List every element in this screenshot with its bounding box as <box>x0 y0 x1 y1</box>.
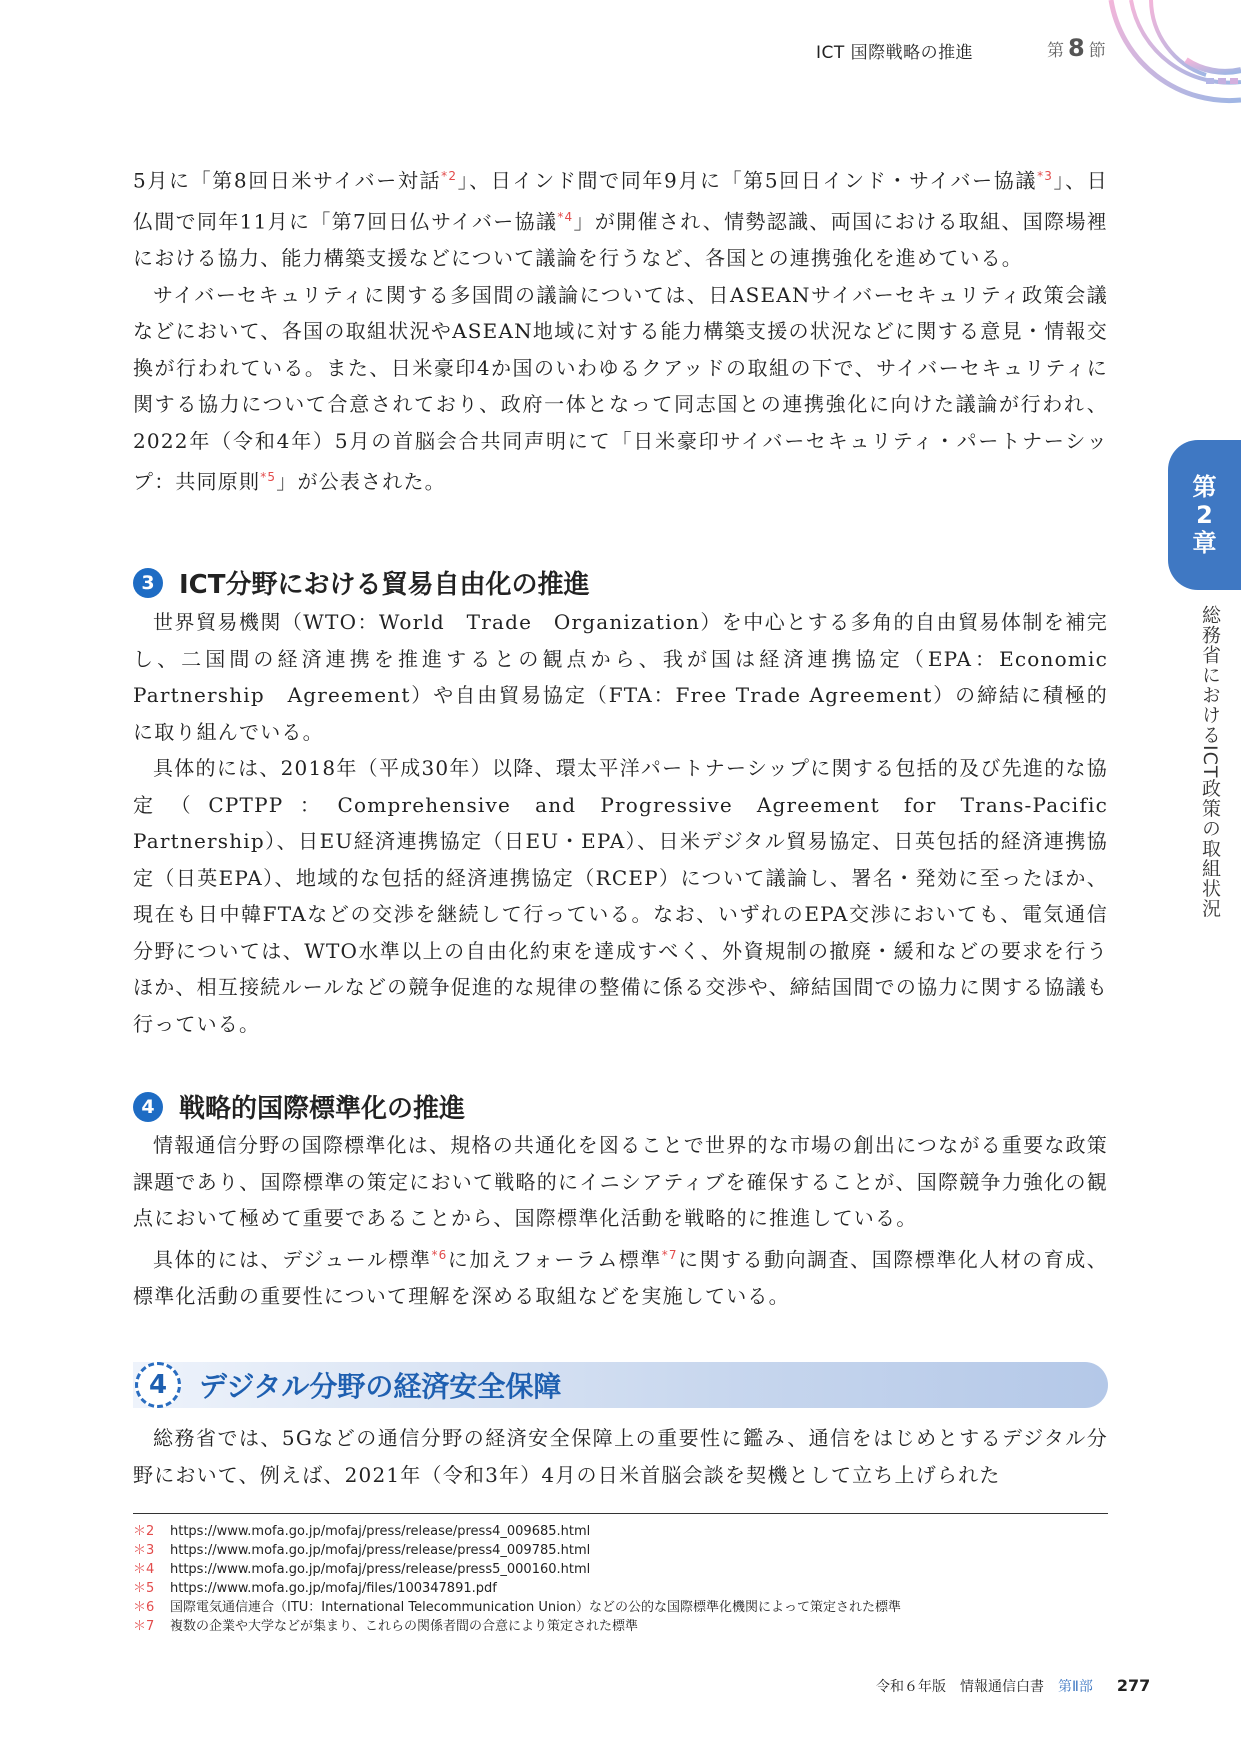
footnote-ref[interactable]: *5 <box>260 470 277 485</box>
paragraph: 世界貿易機関（WTO：World Trade Organization）を中心とする多角的自由貿易体制を補完し、二国間の経済連携を推進するとの観点から、我が国は経済連携協定（EPA：Economic Partnership Agreement）や自由貿易協定（FTA：Free Trade Agreement）の締結に積極的に取り組んでいる。 <box>133 610 1130 744</box>
section-4-text <box>133 1420 1108 1493</box>
text-run: サイバーセキュリティに関する多国間の議論については、日ASEANサイバーセキュリティ政策会議などにおいて、各国の取組状況やASEAN地域に対する能力構築支援の状況などに関する意見・情報交換が行われている。また、日米豪印4か国のいわゆるクアッドの取組の下で、サイバーセキュリティに関する協力について合意されており、政府一体となって同志国との連携強化に向けた議論が行われ、2022年（令和4年）5月の首脳会合共同声明にて「日米豪印サイバーセキュリティ・パートナーシップ：共同原則 <box>133 282 1108 494</box>
footer-book: 情報通信白書 <box>960 1679 1044 1695</box>
number-badge: 3 <box>133 568 163 598</box>
text-run: 」が開催され、情勢認識、両国における取組、国際場裡における協力、能力構築支援などについて議論を行うなど、各国との連携強化を進めている。 <box>133 209 1109 271</box>
section-suffix: 節 <box>1088 41 1106 61</box>
footnote-item <box>133 1541 1108 1560</box>
section-title: デジタル分野の経済安全保障 <box>199 1370 562 1403</box>
page-number: 277 <box>1116 1676 1151 1695</box>
subsection-heading-3 <box>133 564 590 601</box>
section-number-badge: 4 <box>135 1362 181 1408</box>
text-run: に関する動向調査、国際標準化人材の育成、標準化活動の重要性について理解を深める取組などを実施している。 <box>133 1247 1109 1308</box>
paragraph: 具体的には、2018年（平成30年）以降、環太平洋パートナーシップに関する包括的及び先進的な協定（CPTPP：Comprehensive and Progressive Agreement for Trans-Pacific Partnership）、日EU経済連携協定（日EU・EPA）、日米デジタル貿易協定、日英包括的経済連携協定（日英EPA）、地域的な包括的経済連携協定（RCEP）について議論し、署名・発効に至ったほか、現在も日中韓FTAなどの交渉を継続して行っている。なお、いずれのEPA交渉においても、電気通信分野については、WTO水準以上の自由化約束を達成すべく、外資規制の撤廃・緩和などの要求を行うほか、相互接続ルールなどの競争促進的な規律の整備に係る交渉や、締結国間での協力に関する協議も行っている。 <box>133 756 1108 1036</box>
text-run: 」、日インド間で同年9月に「第5回日インド・サイバー協議 <box>457 168 1038 193</box>
footer-part: 第Ⅱ部 <box>1058 1679 1093 1695</box>
footnote-ref[interactable]: *7 <box>661 1247 678 1262</box>
chapter-tab-line: 第 <box>1192 473 1217 501</box>
footnote-ref[interactable]: *3 <box>1037 169 1054 183</box>
footnote-link[interactable]: https://www.mofa.go.jp/mofaj/press/release/press4_009685.html <box>170 1524 591 1539</box>
chapter-vertical-label: 総務省におけるICT政策の取組状況 <box>1199 605 1221 919</box>
subsection-title: 戦略的国際標準化の推進 <box>179 1094 466 1124</box>
footnote-item <box>133 1560 1108 1579</box>
footnote-link[interactable]: https://www.mofa.go.jp/mofaj/press/release/press4_009785.html <box>170 1543 591 1558</box>
footnote-mark: ＊5 <box>133 1581 155 1596</box>
text-run: 」が公表された。 <box>276 469 446 494</box>
section-heading-bar <box>133 1362 1108 1408</box>
footnote-link[interactable]: https://www.mofa.go.jp/mofaj/press/release/press5_000160.html <box>170 1562 591 1577</box>
chapter-tab-line: 章 <box>1192 529 1217 557</box>
footnote-ref[interactable]: *6 <box>431 1247 448 1262</box>
footnote-item <box>133 1579 1108 1598</box>
intro-paragraph-1 <box>133 158 1108 277</box>
footnote-mark: ＊2 <box>133 1524 155 1539</box>
footnote-divider <box>133 1513 1108 1514</box>
footer-edition: 令和６年版 <box>876 1679 946 1695</box>
intro-text <box>133 158 1108 500</box>
footnote-mark: ＊6 <box>133 1600 155 1615</box>
footnote-text: 複数の企業や大学などが集まり、これらの関係者間の合意により策定された標準 <box>170 1619 639 1634</box>
text-run: に加えフォーラム標準 <box>447 1247 662 1272</box>
paragraph <box>133 1237 1108 1315</box>
number-badge: 4 <box>133 1092 163 1122</box>
section-prefix: 第 <box>1047 41 1064 61</box>
footnote-item <box>133 1617 1108 1636</box>
footnote-item <box>133 1522 1108 1541</box>
section-number: 8 <box>1068 34 1085 62</box>
footnote-item <box>133 1598 1108 1617</box>
subsection-4-text <box>133 1127 1108 1314</box>
text-run: 具体的には、デジュール標準 <box>153 1247 432 1272</box>
decorative-arcs-icon <box>1088 0 1241 110</box>
footnote-link[interactable]: https://www.mofa.go.jp/mofaj/files/100347891.pdf <box>170 1581 497 1596</box>
running-header-title: ICT 国際戦略の推進 <box>816 43 974 63</box>
footnote-ref[interactable]: *4 <box>557 210 574 225</box>
footnotes <box>133 1522 1108 1636</box>
page-footer <box>876 1676 1150 1696</box>
subsection-heading-4 <box>133 1088 465 1125</box>
footnote-mark: ＊3 <box>133 1543 155 1558</box>
subsection-title: ICT分野における貿易自由化の推進 <box>179 570 590 600</box>
paragraph: 情報通信分野の国際標準化は、規格の共通化を図ることで世界的な市場の創出につながる重要な政策課題であり、国際標準の策定において戦略的にイニシアティブを確保することが、国際競争力強化の観点において極めて重要であることから、国際標準化活動を戦略的に推進している。 <box>133 1133 1108 1230</box>
text-run: 5月に「第8回日米サイバー対話 <box>133 168 442 193</box>
text-run: 」、日仏間で同年11月に「第7回日仏サイバー協議 <box>133 168 1109 234</box>
footnote-mark: ＊4 <box>133 1562 155 1577</box>
footnote-text: 国際電気通信連合（ITU：International Telecommunication Union）などの公的な国際標準化機関によって策定された標準 <box>170 1600 901 1615</box>
footnote-ref[interactable]: *2 <box>441 169 458 183</box>
chapter-tab-line: 2 <box>1196 501 1213 529</box>
footnote-mark: ＊7 <box>133 1619 155 1634</box>
paragraph: 総務省では、5Gなどの通信分野の経済安全保障上の重要性に鑑み、通信をはじめとするデジタル分野において、例えば、2021年（令和3年）4月の日米首脳会談を契機として立ち上げられた <box>133 1426 1108 1487</box>
subsection-3-text <box>133 604 1130 1042</box>
intro-paragraph-2 <box>133 277 1108 501</box>
chapter-tab <box>1168 440 1241 590</box>
